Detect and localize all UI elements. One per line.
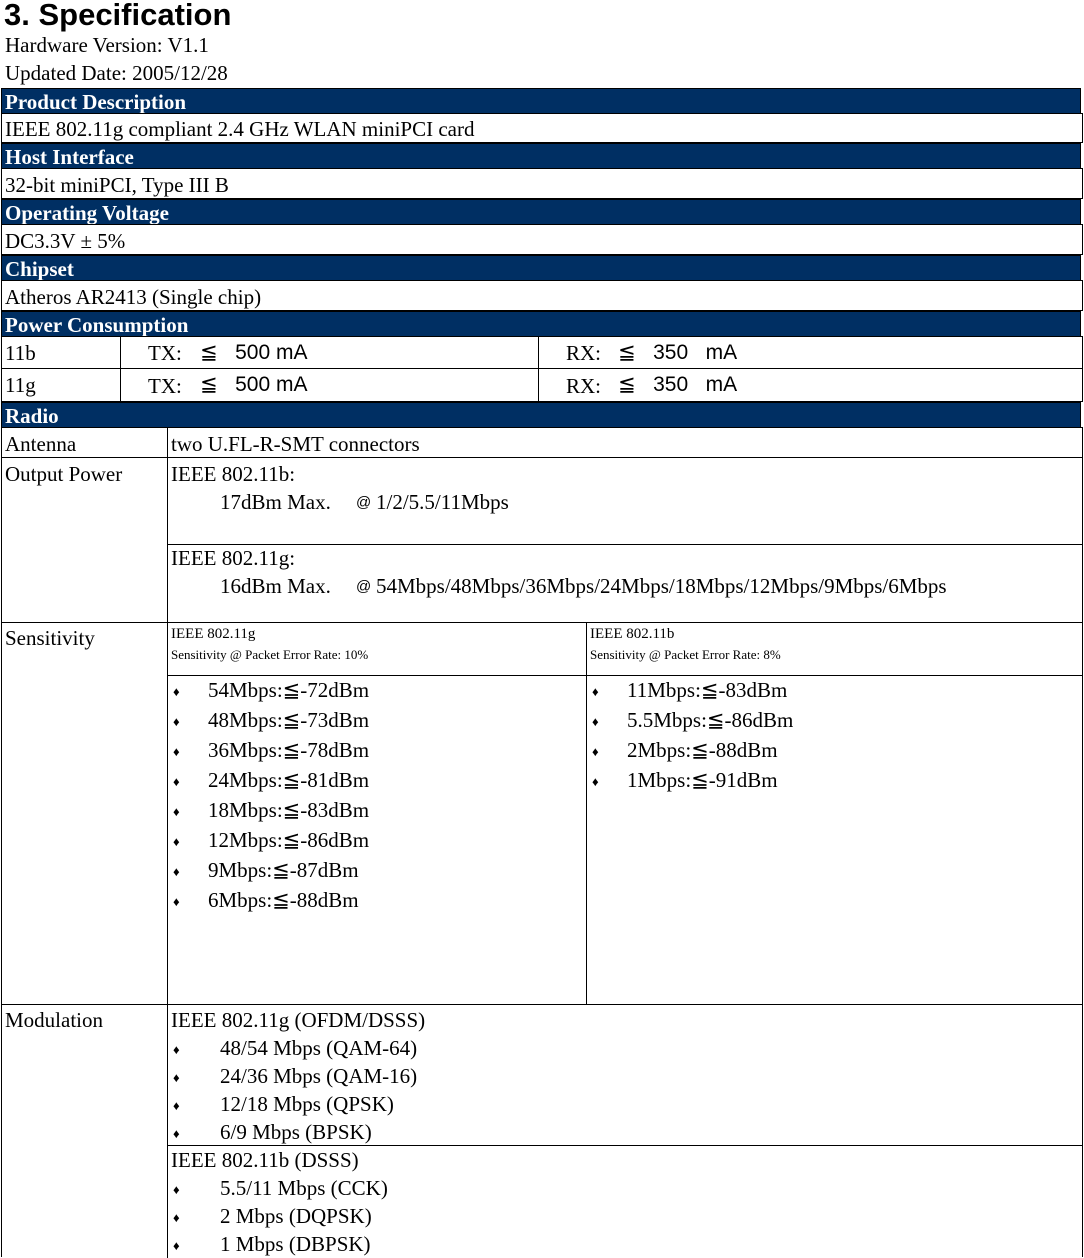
output-b-at: @ bbox=[356, 494, 372, 511]
sens-g-per: Sensitivity @ Packet Error Rate: 10% bbox=[171, 647, 369, 662]
antenna-value: two U.FL-R-SMT connectors bbox=[171, 432, 420, 456]
diamond-bullet-icon: ♦ bbox=[592, 684, 599, 699]
power-row-mode: 11b bbox=[5, 341, 36, 365]
diamond-bullet-icon: ♦ bbox=[173, 1210, 180, 1225]
list-item: 1 Mbps (DBPSK) bbox=[220, 1232, 371, 1256]
list-item: 5.5Mbps:≦-86dBm bbox=[627, 708, 794, 732]
list-item: 2 Mbps (DQPSK) bbox=[220, 1204, 372, 1228]
power-row-rx-value: ≦ 350 mA bbox=[618, 341, 738, 364]
list-item: 12Mbps:≦-86dBm bbox=[208, 828, 370, 852]
diamond-bullet-icon: ♦ bbox=[173, 804, 180, 819]
mod-g-title: IEEE 802.11g (OFDM/DSSS) bbox=[171, 1008, 426, 1032]
chipset-cell bbox=[1, 280, 1083, 311]
section-header-product-description: Product Description bbox=[1, 88, 1081, 114]
diamond-bullet-icon: ♦ bbox=[173, 1182, 180, 1197]
output-power-label: Output Power bbox=[5, 462, 123, 486]
output-g-title: IEEE 802.11g: bbox=[171, 546, 296, 570]
list-item: 48Mbps:≦-73dBm bbox=[208, 708, 370, 732]
sens-b-title: IEEE 802.11b bbox=[590, 626, 675, 642]
operating-voltage-value: DC3.3V ± 5% bbox=[5, 229, 126, 253]
list-item: 24Mbps:≦-81dBm bbox=[208, 768, 370, 792]
sens-g-title: IEEE 802.11g bbox=[171, 626, 256, 642]
sensitivity-label: Sensitivity bbox=[5, 626, 95, 650]
output-g-rates: 54Mbps/48Mbps/36Mbps/24Mbps/18Mbps/12Mbps/9Mbps/6Mbps bbox=[376, 574, 947, 598]
diamond-bullet-icon: ♦ bbox=[173, 1238, 180, 1253]
list-item: 24/36 Mbps (QAM-16) bbox=[220, 1064, 418, 1088]
list-item: 18Mbps:≦-83dBm bbox=[208, 798, 370, 822]
output-b-max: 17dBm Max. bbox=[220, 490, 331, 514]
updated-date: Updated Date: 2005/12/28 bbox=[5, 61, 228, 85]
modulation-label: Modulation bbox=[5, 1008, 103, 1032]
diamond-bullet-icon: ♦ bbox=[173, 894, 180, 909]
section-header-host-interface: Host Interface bbox=[1, 143, 1081, 169]
product-description-value: IEEE 802.11g compliant 2.4 GHz WLAN miniPCI card bbox=[5, 117, 475, 141]
diamond-bullet-icon: ♦ bbox=[173, 864, 180, 879]
diamond-bullet-icon: ♦ bbox=[173, 684, 180, 699]
diamond-bullet-icon: ♦ bbox=[173, 1098, 180, 1113]
list-item: 9Mbps:≦-87dBm bbox=[208, 858, 359, 882]
list-item: 36Mbps:≦-78dBm bbox=[208, 738, 370, 762]
power-consumption-table bbox=[1, 336, 1083, 402]
operating-voltage-cell bbox=[1, 224, 1083, 255]
list-item: 1Mbps:≦-91dBm bbox=[627, 768, 778, 792]
radio-table bbox=[1, 427, 1083, 1257]
power-row-tx-value: ≦ 500 mA bbox=[200, 373, 308, 396]
list-item: 54Mbps:≦-72dBm bbox=[208, 678, 370, 702]
mod-b-title: IEEE 802.11b (DSSS) bbox=[171, 1148, 359, 1172]
diamond-bullet-icon: ♦ bbox=[173, 774, 180, 789]
diamond-bullet-icon: ♦ bbox=[173, 1070, 180, 1085]
power-row-rx-label: RX: bbox=[566, 341, 602, 365]
output-b-rates: 1/2/5.5/11Mbps bbox=[376, 490, 509, 514]
section-header-radio: Radio bbox=[1, 402, 1081, 428]
power-row-rx-label: RX: bbox=[566, 374, 602, 398]
diamond-bullet-icon: ♦ bbox=[592, 714, 599, 729]
hardware-version: Hardware Version: V1.1 bbox=[5, 33, 209, 57]
list-item: 5.5/11 Mbps (CCK) bbox=[220, 1176, 388, 1200]
power-row-tx-value: ≦ 500 mA bbox=[200, 341, 308, 364]
host-interface-value: 32-bit miniPCI, Type III B bbox=[5, 173, 229, 197]
diamond-bullet-icon: ♦ bbox=[173, 834, 180, 849]
diamond-bullet-icon: ♦ bbox=[173, 744, 180, 759]
section-header-chipset: Chipset bbox=[1, 255, 1081, 281]
diamond-bullet-icon: ♦ bbox=[592, 744, 599, 759]
output-g-max: 16dBm Max. bbox=[220, 574, 331, 598]
list-item: 2Mbps:≦-88dBm bbox=[627, 738, 778, 762]
section-header-power-consumption: Power Consumption bbox=[1, 311, 1081, 337]
antenna-label: Antenna bbox=[5, 432, 77, 456]
list-item: 6/9 Mbps (BPSK) bbox=[220, 1120, 372, 1144]
power-row-mode: 11g bbox=[5, 373, 36, 397]
output-b-title: IEEE 802.11b: bbox=[171, 462, 296, 486]
output-g-at: @ bbox=[356, 578, 372, 595]
host-interface-cell bbox=[1, 168, 1083, 199]
power-row-tx-label: TX: bbox=[148, 374, 182, 398]
diamond-bullet-icon: ♦ bbox=[173, 714, 180, 729]
page-title: 3. Specification bbox=[4, 0, 232, 32]
power-row-rx-value: ≦ 350 mA bbox=[618, 373, 738, 396]
list-item: 11Mbps:≦-83dBm bbox=[627, 678, 788, 702]
list-item: 48/54 Mbps (QAM-64) bbox=[220, 1036, 418, 1060]
chipset-value: Atheros AR2413 (Single chip) bbox=[5, 285, 262, 309]
list-item: 6Mbps:≦-88dBm bbox=[208, 888, 359, 912]
diamond-bullet-icon: ♦ bbox=[592, 774, 599, 789]
sens-b-per: Sensitivity @ Packet Error Rate: 8% bbox=[590, 647, 781, 662]
list-item: 12/18 Mbps (QPSK) bbox=[220, 1092, 394, 1116]
section-header-operating-voltage: Operating Voltage bbox=[1, 199, 1081, 225]
product-description-cell bbox=[1, 113, 1083, 143]
power-row-tx-label: TX: bbox=[148, 341, 182, 365]
diamond-bullet-icon: ♦ bbox=[173, 1126, 180, 1141]
diamond-bullet-icon: ♦ bbox=[173, 1042, 180, 1057]
